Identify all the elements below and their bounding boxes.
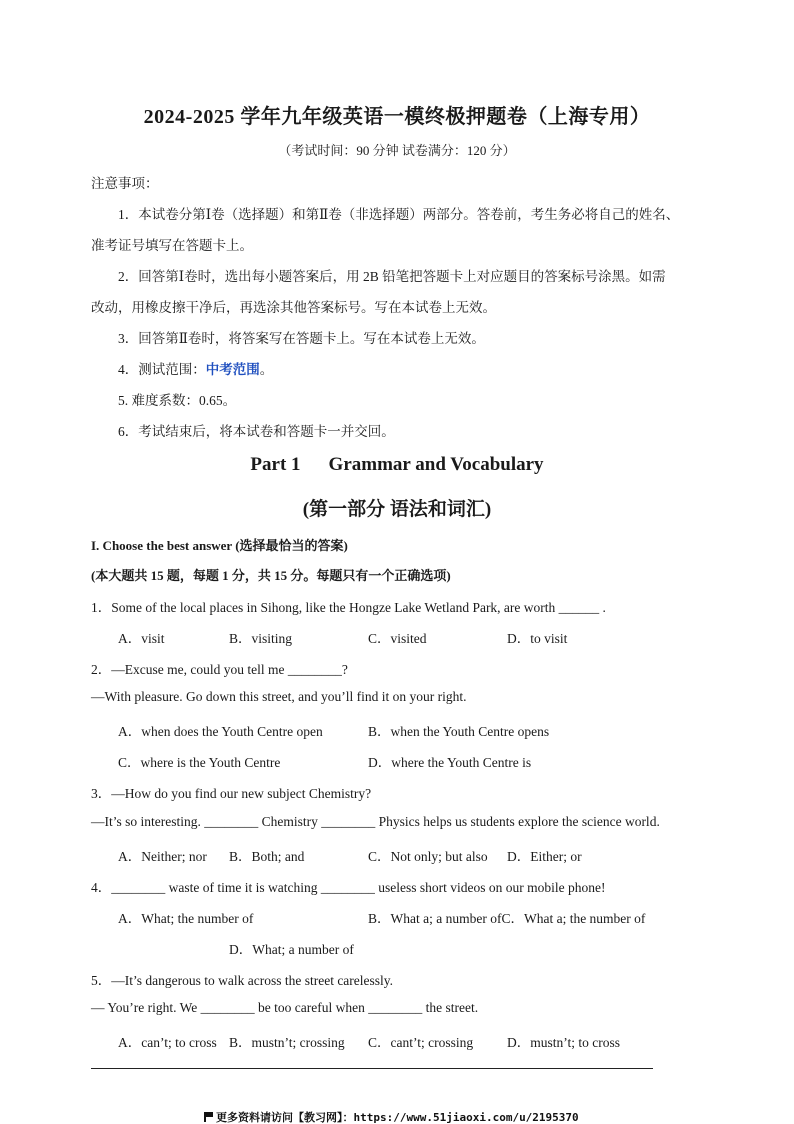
q1-option-d: D．to visit: [507, 631, 568, 646]
section-heading: I. Choose the best answer (选择最恰当的答案): [91, 538, 348, 553]
notice-item-3: 3．回答第Ⅱ卷时，将答案写在答题卡上。写在本试卷上无效。: [118, 331, 485, 346]
question-3-reply: —It’s so interesting. ________ Chemistry ________ Physics helps us students explore the science world.: [91, 814, 660, 829]
q1-option-c: C．visited: [368, 631, 427, 646]
section-instruction: (本大题共 15 题，每题 1 分，共 15 分。每题只有一个正确选项): [91, 568, 451, 583]
notice-item-6: 6．考试结束后，将本试卷和答题卡一并交回。: [118, 424, 395, 439]
q5-option-b: B．mustn’t; crossing: [229, 1035, 345, 1050]
q1-option-a: A．visit: [118, 631, 165, 646]
q2-option-b: B．when the Youth Centre opens: [368, 724, 550, 739]
notice-item-1-cont: 准考证号填写在答题卡上。: [91, 238, 253, 253]
q2-option-a: A．when does the Youth Centre open: [118, 724, 323, 739]
footer-link[interactable]: 更多资料请访问【教习网】：https://www.51jiaoxi.com/u/2195370: [216, 1111, 579, 1124]
question-2-stem: 2．—Excuse me, could you tell me ________?: [91, 662, 348, 677]
part-label: Part 1: [250, 454, 301, 475]
notice-heading: 注意事项：: [91, 176, 159, 191]
q2-option-d: D．where the Youth Centre is: [368, 755, 532, 770]
part-heading-cn: (第一部分 语法和词汇): [302, 499, 492, 520]
notice-item-2-cont: 改动，用橡皮擦干净后，再选涂其他答案标号。写在本试卷上无效。: [91, 300, 496, 315]
question-5-stem: 5．—It’s dangerous to walk across the street carelessly.: [91, 973, 394, 988]
question-4-stem: 4．________ waste of time it is watching ________ useless short videos on our mobile phone!: [91, 880, 606, 895]
q5-option-a: A．can’t; to cross: [118, 1035, 217, 1050]
q5-option-c: C．cant’t; crossing: [368, 1035, 474, 1050]
part-name: Grammar and Vocabulary: [328, 454, 544, 475]
q4-option-b-c: B．What a; a number ofC．What a; the number of: [368, 911, 646, 926]
q3-option-d: D．Either; or: [507, 849, 582, 864]
q5-option-d: D．mustn’t; to cross: [507, 1035, 621, 1050]
q2-option-c: C．where is the Youth Centre: [118, 755, 281, 770]
q3-option-b: B．Both; and: [229, 849, 305, 864]
notice-item-5: 5. 难度系数：0.65。: [118, 393, 237, 408]
q4-option-a: A．What; the number of: [118, 911, 254, 926]
exam-title: 2024-2025 学年九年级英语一模终极押题卷（上海专用）: [143, 106, 651, 128]
notice-item-4-prefix: 4．测试范围：: [118, 362, 206, 377]
test-scope-link[interactable]: 中考范围: [205, 362, 260, 377]
notice-item-4: [118, 358, 273, 378]
question-3-stem: 3．—How do you find our new subject Chemistry?: [91, 786, 372, 801]
footer[interactable]: [204, 1109, 579, 1124]
question-5-reply: — You’re right. We ________ be too careful when ________ the street.: [91, 1000, 479, 1015]
flag-icon: [204, 1112, 213, 1122]
q3-option-c: C．Not only; but also: [368, 849, 488, 864]
notice-item-2: 2．回答第Ⅰ卷时，选出每小题答案后，用 2B 铅笔把答题卡上对应题目的答案标号涂黑。如需: [118, 269, 666, 284]
question-1-stem: 1．Some of the local places in Sihong, like the Hongze Lake Wetland Park, are worth ______ .: [91, 600, 606, 615]
exam-subtitle: （考试时间：90 分钟 试卷满分：120 分）: [278, 143, 516, 158]
notice-item-4-suffix: 。: [259, 362, 274, 377]
part-heading: [0, 454, 794, 476]
question-2-reply: —With pleasure. Go down this street, and you’ll find it on your right.: [91, 689, 467, 704]
q4-option-d: D．What; a number of: [229, 942, 354, 957]
notice-item-1: 1．本试卷分第Ⅰ卷（选择题）和第Ⅱ卷（非选择题）两部分。答卷前，考生务必将自己的姓名、: [118, 207, 680, 222]
footer-divider: [91, 1068, 653, 1069]
q3-option-a: A．Neither; nor: [118, 849, 207, 864]
q1-option-b: B．visiting: [229, 631, 293, 646]
